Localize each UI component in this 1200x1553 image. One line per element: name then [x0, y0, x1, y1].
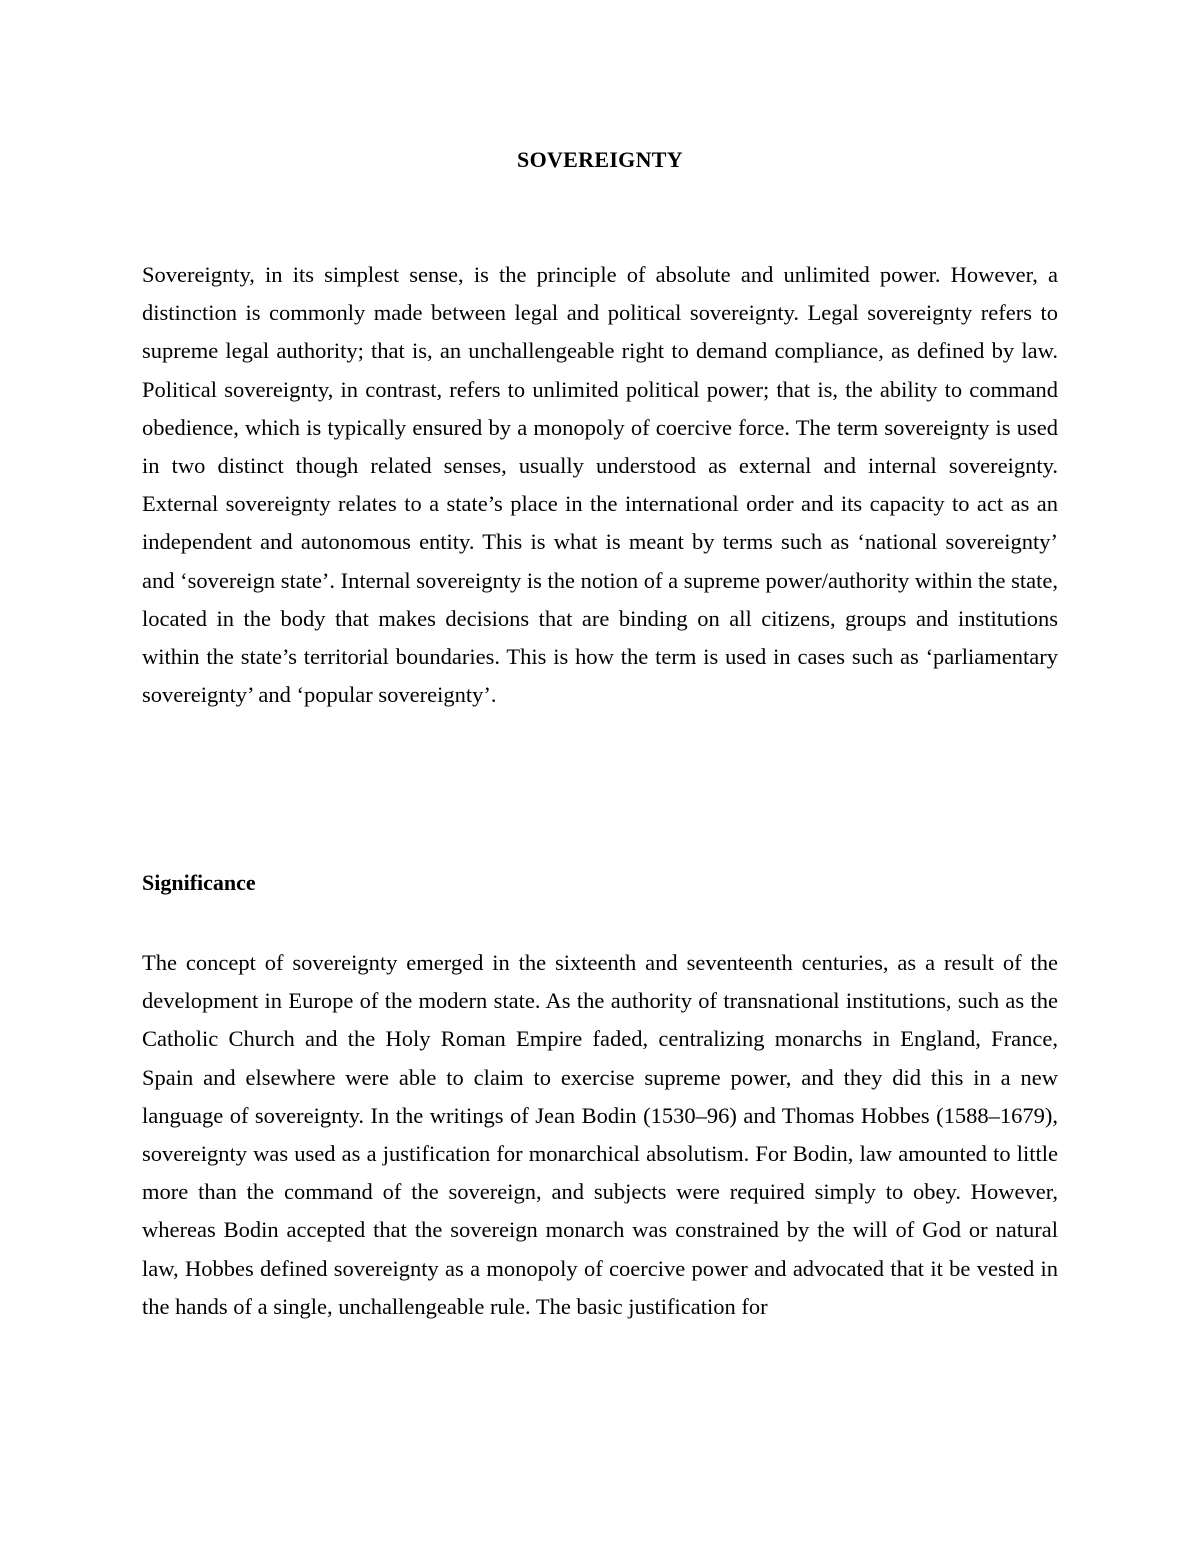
intro-paragraph: Sovereignty, in its simplest sense, is the principle of absolute and unlimited power. However, a distinction is commonly made between legal and political sovereignty. Legal sovereignty refers to supreme legal authority; that is, an unchallengeable right to demand compliance, as defined by law. Political sovereignty, in contrast, refers to unlimited political power; that is, the ability to command obedience, which is typically ensured by a monopoly of coercive force. The term sovereignty is used in two distinct though related senses, usually understood as external and internal sovereignty. External sovereignty relates to a state’s place in the international order and its capacity to act as an independent and autonomous entity. This is what is meant by terms such as ‘national sovereignty’ and ‘sovereign state’. Internal sovereignty is the notion of a supreme power/authority within the state, located in the body that makes decisions that are binding on all citizens, groups and institutions within the state’s territorial boundaries. This is how the term is used in cases such as ‘parliamentary sovereignty’ and ‘popular sovereignty’. [142, 262, 1058, 708]
document-title: SOVEREIGNTY [517, 147, 683, 172]
section-heading-significance: Significance [142, 870, 256, 895]
significance-paragraph: The concept of sovereignty emerged in the sixteenth and seventeenth centuries, as a result of the development in Europe of the modern state. As the authority of transnational institutions, such as the Catholic Church and the Holy Roman Empire faded, centralizing monarchs in England, France, Spain and elsewhere were able to claim to exercise supreme power, and they did this in a new language of sovereignty. In the writings of Jean Bodin (1530–96) and Thomas Hobbes (1588–1679), sovereignty was used as a justification for monarchical absolutism. For Bodin, law amounted to little more than the command of the sovereign, and subjects were required simply to obey. However, whereas Bodin accepted that the sovereign monarch was constrained by the will of God or natural law, Hobbes defined sovereignty as a monopoly of coercive power and advocated that it be vested in the hands of a single, unchallengeable rule. The basic justification for [142, 950, 1058, 1319]
